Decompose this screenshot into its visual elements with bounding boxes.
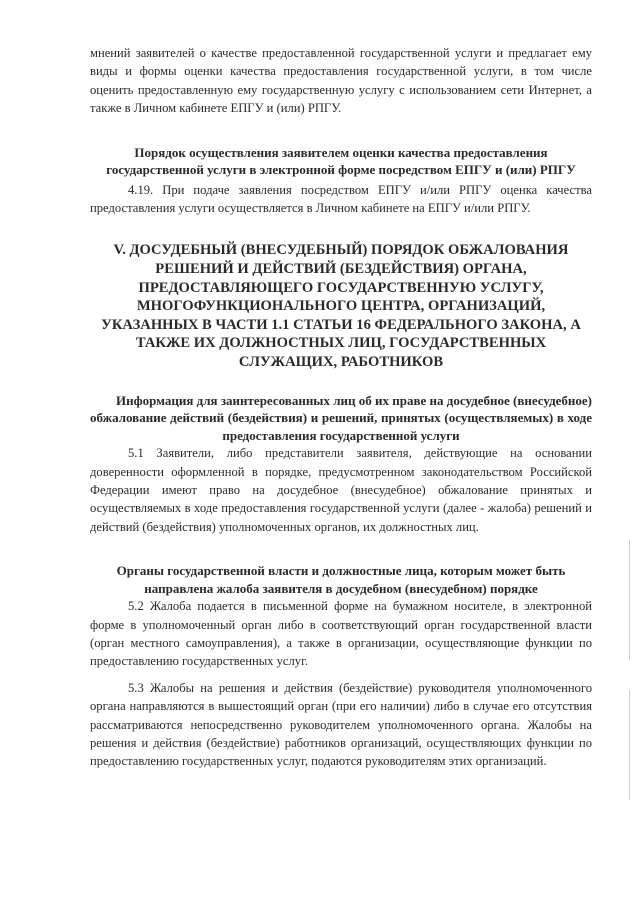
scan-margin-mark [629,540,630,660]
organs-section-heading: Органы государственной власти и должностные лица, которым может быть направлена жалоба заявителя в досудебном (внесудебном) порядке [116,563,566,596]
section-v-title: V. ДОСУДЕБНЫЙ (ВНЕСУДЕБНЫЙ) ПОРЯДОК ОБЖАЛОВАНИЯ РЕШЕНИЙ И ДЕЙСТВИЙ (БЕЗДЕЙСТВИЯ) ОРГАНА, ПРЕДОСТАВЛЯЮЩЕГО ГОСУДАРСТВЕННУЮ УСЛУГУ, МНОГОФУНКЦИОНАЛЬНОГО ЦЕНТРА, ОРГАНИЗАЦИЙ, УКАЗАННЫХ В ЧАСТИ 1.1 СТАТЬИ 16 ФЕДЕРАЛЬНОГО ЗАКОНА, А ТАКЖЕ ИХ ДОЛЖНОСТНЫХ ЛИЦ, ГОСУДАРСТВЕННЫХ СЛУЖАЩИХ, РАБОТНИКОВ [101,242,581,370]
scan-margin-mark [629,690,630,800]
assessment-section-heading: Порядок осуществления заявителем оценки качества предоставления государственной услуги в электронной форме посредством ЕПГУ и (или) РПГУ [106,144,576,178]
paragraph-5-2: 5.2 Жалоба подается в письменной форме на бумажном носителе, в электронной форме в уполномоченный орган либо в соответствующий орган государственной власти (орган местного самоуправления), а также в организации, осуществляющие функции по предоставлению государственных услуг. [90,599,592,669]
paragraph-4-19: 4.19. При подаче заявления посредством ЕПГУ и/или РПГУ оценка качества предоставления услуги осуществляется в Личном кабинете на ЕПГУ и/или РПГУ. [90,182,592,216]
info-section-heading: Информация для заинтересованных лиц об их праве на досудебное (внесудебное) обжалование действий (бездействия) и решений, принятых (осуществляемых) в ходе предоставления государственной услуги [90,392,592,443]
paragraph-5-1: 5.1 Заявители, либо представители заявителя, действующие на основании доверенности оформленной в порядке, предусмотренном законодательством Российской Федерации имеют право на досудебное (внесудебное) обжалование принятых и осуществляемых в ходе предоставления государственной услуги (далее - жалоба) решений и действий (бездействия) уполномоченных органов, их должностных лиц. [90,446,592,534]
paragraph-5-3: 5.3 Жалобы на решения и действия (бездействие) руководителя уполномоченного органа направляются в вышестоящий орган (при его наличии) либо в случае его отсутствия рассматриваются непосредственно руководителем уполномоченного органа. Жалобы на решения и действия (бездействие) работников организаций, осуществляющих функции по предоставлению государственных услуг, подаются руководителям этих организаций. [90,680,592,769]
continuation-paragraph: мнений заявителей о качестве предоставленной государственной услуги и предлагает ему виды и формы оценки качества предоставления государственной услуги, в том числе оценить предоставленную ему государственную услугу с использованием сети Интернет, а также в Личном кабинете ЕПГУ и (или) РПГУ. [90,46,592,116]
